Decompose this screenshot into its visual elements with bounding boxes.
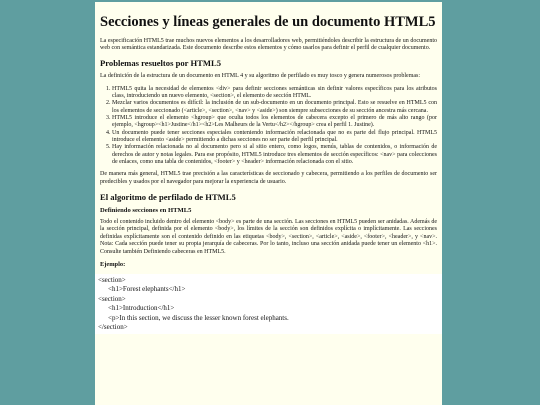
list-item: 1. HTML5 quita la necesidad de elementos <div> para definir secciones semánticas sin definir valores específicos para los atributos class, introduciendo un nuevo elemento, <section>, el elemento de sección HTML. <box>112 86 437 101</box>
code-line: <section> <box>98 276 126 284</box>
list-item: 5. Hay información relacionada no al documento pero si al sitio entero, como logos, menús, tablas de contenidos, o información de derechos de autor y notas legales. Para ese propósito, HTML5 introduce tres elementos de sección específicos: <nav> para colecciones de enlaces, como una tabla de contenidos, <footer> y <header> información relacionada con el sitio. <box>112 144 437 166</box>
defining-sections-paragraph: Todo el contenido incluido dentro del elemento <body> es parte de una sección. Las secciones en HTML5 pueden ser anidadas. Además de la sección principal, definida por el elemento <body>, los límites de la sección son definidos explícita o implícitamente. Las secciones definidas explícitamente son el contenido definido en las etiquetas <body>, <section>, <article>, <aside>, <footer>, <header>, y <nav>. Nota: Cada sección puede tener su propia jerarquía de cabeceras. Por lo tanto, incluso una sección anidada puede tener un elemento <h1>. Consulte también Definiendo cabeceras en HTML5. <box>100 218 437 255</box>
problems-closing-paragraph: De manera más general, HTML5 trae precisión a las características de seccionado y cabecera, permitiendo a los perfiles de documento ser predecibles y usados por el navegador para mejorar la experiencia de usuario. <box>100 171 437 185</box>
code-example-block <box>95 274 442 334</box>
code-line: </section> <box>98 323 128 332</box>
code-line: <h1>Forest elephants</h1> <box>108 285 186 294</box>
section-heading-algorithm: El algoritmo de perfilado de HTML5 <box>100 191 236 202</box>
code-line: <p>In this section, we discuss the lesser known forest elephants. <box>108 313 289 322</box>
list-item: 2. Mezclar varios documentos es difícil: la inclusión de un sub-documento en un documento principal. Esto se resuelve en HTML5 con los elementos de seccionado (<article>, <section>, <nav> y <aside>) son siempre subsecciones de su sección ancestra más cercana. <box>112 100 437 115</box>
problems-list <box>100 86 437 166</box>
subheading-defining-sections: Definiendo secciones en HTML5 <box>100 206 192 214</box>
document-page <box>95 2 442 405</box>
page-title: Secciones y líneas generales de un documento HTML5 <box>100 14 436 30</box>
example-label: Ejemplo: <box>100 261 126 268</box>
list-item: 4. Un documento puede tener secciones especiales conteniendo información relacionada que no es parte del flujo principal. HTML5 introduce el elemento <aside> permitiendo a dichas secciones no ser parte del perfil principal. <box>112 130 437 145</box>
code-line: <section> <box>98 294 126 303</box>
problems-lead-paragraph: La definición de la estructura de un documento en HTML 4 y su algoritmo de perfilado es muy tosco y genera numerosos problemas: <box>100 73 421 80</box>
intro-paragraph: La especificación HTML5 trae muchos nuevos elementos a los desarrolladores web, permitiéndoles describir la estructura de un documento web con semántica estandarizada. Este documento describe estos elementos y cómo usarlos para definir el perfil de cualquier documento. <box>100 37 437 52</box>
list-item: 3. HTML5 introduce el elemento <hgroup> que oculta todos los elementos de cabecera excepto el primero de más alto rango (por ejemplo, <hgroup><h1>Justine</h1><h2>Les Malheurs de la Vertu</h2></hgroup> crea el perfil 1. Justine). <box>112 115 437 130</box>
section-heading-problems: Problemas resueltos por HTML5 <box>100 58 222 69</box>
code-line: <h1>Introduction</h1> <box>108 304 175 313</box>
